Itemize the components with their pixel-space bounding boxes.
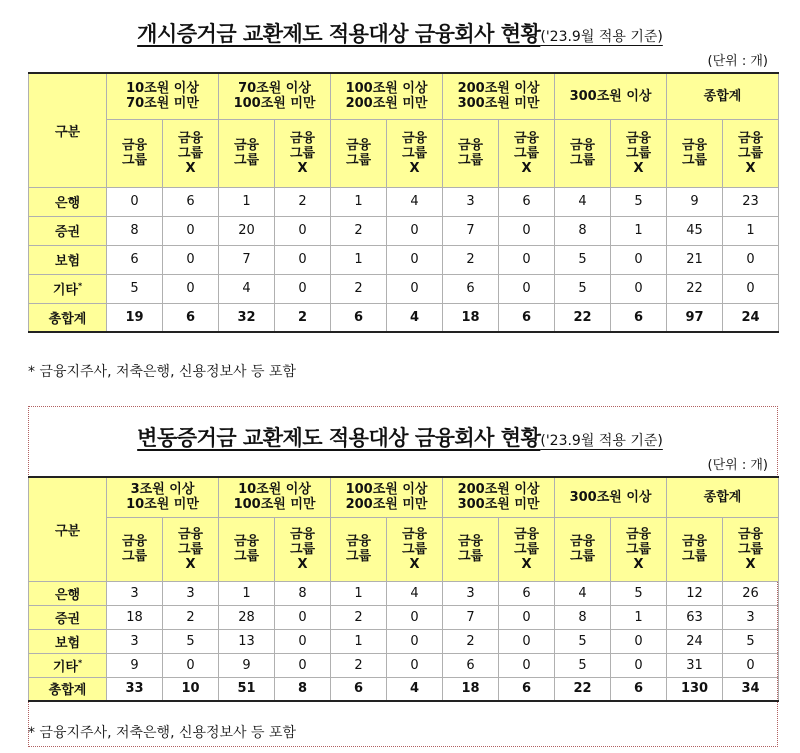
table-cell: 4	[387, 303, 443, 332]
group-col-header: 금융 그룹	[667, 119, 723, 187]
table-row	[29, 605, 779, 629]
range-header: 200조원 이상 300조원 미만	[443, 73, 555, 119]
range-header: 300조원 이상	[555, 73, 667, 119]
group-col-header: 금융 그룹	[219, 517, 275, 581]
non-group-col-header: 금융 그룹 X	[163, 517, 219, 581]
table-cell: 3	[107, 629, 163, 653]
table-cell: 6	[443, 653, 499, 677]
table-cell: 0	[163, 653, 219, 677]
table-cell: 9	[219, 653, 275, 677]
table-cell: 0	[499, 653, 555, 677]
table2-subtitle: ('23.9월 적용 기준)	[540, 433, 663, 449]
group-col-header: 금융 그룹	[219, 119, 275, 187]
table-cell: 7	[443, 216, 499, 245]
table1-title-block	[0, 18, 800, 48]
table-cell: 1	[219, 581, 275, 605]
range-header: 종합계	[667, 73, 779, 119]
table-cell: 6	[499, 581, 555, 605]
table-cell: 1	[331, 629, 387, 653]
range-header: 10조원 이상 70조원 미만	[107, 73, 219, 119]
table-cell: 6	[499, 303, 555, 332]
table-cell: 12	[667, 581, 723, 605]
table-cell: 0	[499, 605, 555, 629]
table-cell: 1	[219, 187, 275, 216]
table-cell: 5	[163, 629, 219, 653]
table-cell: 0	[163, 245, 219, 274]
table-cell: 5	[611, 581, 667, 605]
non-group-col-header: 금융 그룹 X	[723, 517, 779, 581]
table-cell: 20	[219, 216, 275, 245]
table-cell: 0	[499, 216, 555, 245]
row-label: 기타*	[29, 274, 107, 303]
table-row	[29, 303, 779, 332]
table-cell: 1	[611, 605, 667, 629]
table-cell: 0	[275, 245, 331, 274]
table-cell: 0	[387, 216, 443, 245]
variation-margin-section	[0, 404, 800, 753]
range-header: 200조원 이상 300조원 미만	[443, 477, 555, 517]
table-cell: 0	[107, 187, 163, 216]
table-cell: 2	[331, 605, 387, 629]
non-group-col-header: 금융 그룹 X	[275, 517, 331, 581]
table-cell: 24	[667, 629, 723, 653]
table-cell: 4	[387, 677, 443, 701]
table-cell: 22	[555, 303, 611, 332]
table-row	[29, 274, 779, 303]
table-row	[29, 653, 779, 677]
row-label: 증권	[29, 216, 107, 245]
table2-unit: (단위 : 개)	[707, 458, 768, 473]
row-header-label: 구분	[29, 73, 107, 187]
table-cell: 2	[163, 605, 219, 629]
table-cell: 5	[611, 187, 667, 216]
table-cell: 0	[275, 629, 331, 653]
table-cell: 33	[107, 677, 163, 701]
table1-subtitle: ('23.9월 적용 기준)	[540, 29, 663, 45]
table-cell: 2	[331, 216, 387, 245]
table-cell: 3	[107, 581, 163, 605]
table-cell: 0	[723, 245, 779, 274]
table-cell: 2	[331, 653, 387, 677]
table-cell: 6	[611, 303, 667, 332]
table-cell: 9	[667, 187, 723, 216]
non-group-col-header: 금융 그룹 X	[499, 119, 555, 187]
table-cell: 8	[275, 677, 331, 701]
table-cell: 0	[163, 274, 219, 303]
table1-unit: (단위 : 개)	[707, 54, 768, 69]
group-col-header: 금융 그룹	[555, 119, 611, 187]
table-cell: 2	[331, 274, 387, 303]
table-cell: 24	[723, 303, 779, 332]
table-row	[29, 677, 779, 701]
table-cell: 6	[107, 245, 163, 274]
table-cell: 1	[331, 245, 387, 274]
table-cell: 0	[611, 653, 667, 677]
range-header: 300조원 이상	[555, 477, 667, 517]
range-header: 종합계	[667, 477, 779, 517]
non-group-col-header: 금융 그룹 X	[611, 517, 667, 581]
table-cell: 0	[275, 274, 331, 303]
table-row	[29, 216, 779, 245]
range-header: 3조원 이상 10조원 미만	[107, 477, 219, 517]
group-col-header: 금융 그룹	[443, 517, 499, 581]
row-label: 은행	[29, 581, 107, 605]
non-group-col-header: 금융 그룹 X	[275, 119, 331, 187]
table-cell: 0	[387, 605, 443, 629]
table-cell: 26	[723, 581, 779, 605]
row-label: 총합계	[29, 303, 107, 332]
table-cell: 6	[331, 303, 387, 332]
row-label: 보험	[29, 629, 107, 653]
table-row	[29, 245, 779, 274]
table-cell: 8	[555, 605, 611, 629]
table-cell: 6	[163, 187, 219, 216]
table-cell: 18	[107, 605, 163, 629]
non-group-col-header: 금융 그룹 X	[163, 119, 219, 187]
table-cell: 7	[219, 245, 275, 274]
table-cell: 4	[387, 187, 443, 216]
table-cell: 4	[555, 581, 611, 605]
table-cell: 34	[723, 677, 779, 701]
group-col-header: 금융 그룹	[443, 119, 499, 187]
table-cell: 130	[667, 677, 723, 701]
table-cell: 0	[387, 653, 443, 677]
table2-footnote: * 금융지주사, 저축은행, 신용정보사 등 포함	[28, 725, 297, 741]
table-cell: 0	[275, 216, 331, 245]
table-cell: 18	[443, 677, 499, 701]
row-label: 은행	[29, 187, 107, 216]
table-cell: 3	[443, 187, 499, 216]
table-cell: 1	[331, 187, 387, 216]
table-cell: 28	[219, 605, 275, 629]
table-cell: 19	[107, 303, 163, 332]
table-cell: 0	[499, 245, 555, 274]
table-cell: 18	[443, 303, 499, 332]
table-cell: 1	[611, 216, 667, 245]
table-cell: 97	[667, 303, 723, 332]
table-cell: 0	[611, 245, 667, 274]
range-header: 100조원 이상 200조원 미만	[331, 477, 443, 517]
table-cell: 5	[555, 274, 611, 303]
row-label: 총합계	[29, 677, 107, 701]
table-cell: 3	[723, 605, 779, 629]
table-cell: 2	[443, 245, 499, 274]
table-cell: 0	[723, 653, 779, 677]
table-cell: 6	[331, 677, 387, 701]
non-group-col-header: 금융 그룹 X	[499, 517, 555, 581]
table-row	[29, 581, 779, 605]
table-cell: 32	[219, 303, 275, 332]
non-group-col-header: 금융 그룹 X	[387, 517, 443, 581]
table-cell: 45	[667, 216, 723, 245]
table-cell: 0	[275, 653, 331, 677]
table-cell: 4	[555, 187, 611, 216]
group-col-header: 금융 그룹	[667, 517, 723, 581]
table-cell: 0	[387, 274, 443, 303]
table2-title-block	[0, 422, 800, 452]
table-cell: 8	[107, 216, 163, 245]
table-cell: 10	[163, 677, 219, 701]
table-cell: 5	[555, 245, 611, 274]
table-cell: 0	[387, 629, 443, 653]
table-cell: 6	[443, 274, 499, 303]
table-cell: 4	[387, 581, 443, 605]
table-cell: 0	[611, 274, 667, 303]
table-cell: 4	[219, 274, 275, 303]
group-col-header: 금융 그룹	[331, 119, 387, 187]
table-cell: 2	[275, 187, 331, 216]
table-cell: 22	[555, 677, 611, 701]
table-cell: 63	[667, 605, 723, 629]
range-header: 70조원 이상 100조원 미만	[219, 73, 331, 119]
row-label: 기타*	[29, 653, 107, 677]
table2-title: 변동증거금 교환제도 적용대상 금융회사 현황	[137, 426, 541, 450]
table-cell: 0	[499, 274, 555, 303]
group-col-header: 금융 그룹	[107, 517, 163, 581]
table1-footnote: * 금융지주사, 저축은행, 신용정보사 등 포함	[28, 364, 297, 380]
non-group-col-header: 금융 그룹 X	[387, 119, 443, 187]
table-cell: 2	[443, 629, 499, 653]
table-cell: 5	[555, 653, 611, 677]
table-cell: 6	[611, 677, 667, 701]
table-cell: 6	[499, 187, 555, 216]
table-cell: 22	[667, 274, 723, 303]
table-cell: 13	[219, 629, 275, 653]
table-cell: 7	[443, 605, 499, 629]
table-cell: 5	[555, 629, 611, 653]
table-cell: 2	[275, 303, 331, 332]
table-cell: 5	[107, 274, 163, 303]
non-group-col-header: 금융 그룹 X	[611, 119, 667, 187]
row-header-label: 구분	[29, 477, 107, 581]
table-cell: 0	[387, 245, 443, 274]
table-row	[29, 187, 779, 216]
group-col-header: 금융 그룹	[107, 119, 163, 187]
table-cell: 9	[107, 653, 163, 677]
table-cell: 3	[163, 581, 219, 605]
table-cell: 8	[555, 216, 611, 245]
table-cell: 0	[499, 629, 555, 653]
table2	[28, 476, 779, 702]
table-cell: 23	[723, 187, 779, 216]
table-row	[29, 629, 779, 653]
table1-title: 개시증거금 교환제도 적용대상 금융회사 현황	[137, 22, 541, 46]
non-group-col-header: 금융 그룹 X	[723, 119, 779, 187]
row-label: 보험	[29, 245, 107, 274]
table-cell: 6	[499, 677, 555, 701]
table-cell: 21	[667, 245, 723, 274]
table-cell: 3	[443, 581, 499, 605]
row-label: 증권	[29, 605, 107, 629]
group-col-header: 금융 그룹	[331, 517, 387, 581]
table-cell: 5	[723, 629, 779, 653]
table1	[28, 72, 779, 333]
table-cell: 1	[723, 216, 779, 245]
table-cell: 6	[163, 303, 219, 332]
table-cell: 31	[667, 653, 723, 677]
table-cell: 0	[275, 605, 331, 629]
table-cell: 0	[611, 629, 667, 653]
table-cell: 1	[331, 581, 387, 605]
table-cell: 51	[219, 677, 275, 701]
table-cell: 0	[723, 274, 779, 303]
table-cell: 0	[163, 216, 219, 245]
range-header: 10조원 이상 100조원 미만	[219, 477, 331, 517]
group-col-header: 금융 그룹	[555, 517, 611, 581]
table-cell: 8	[275, 581, 331, 605]
range-header: 100조원 이상 200조원 미만	[331, 73, 443, 119]
